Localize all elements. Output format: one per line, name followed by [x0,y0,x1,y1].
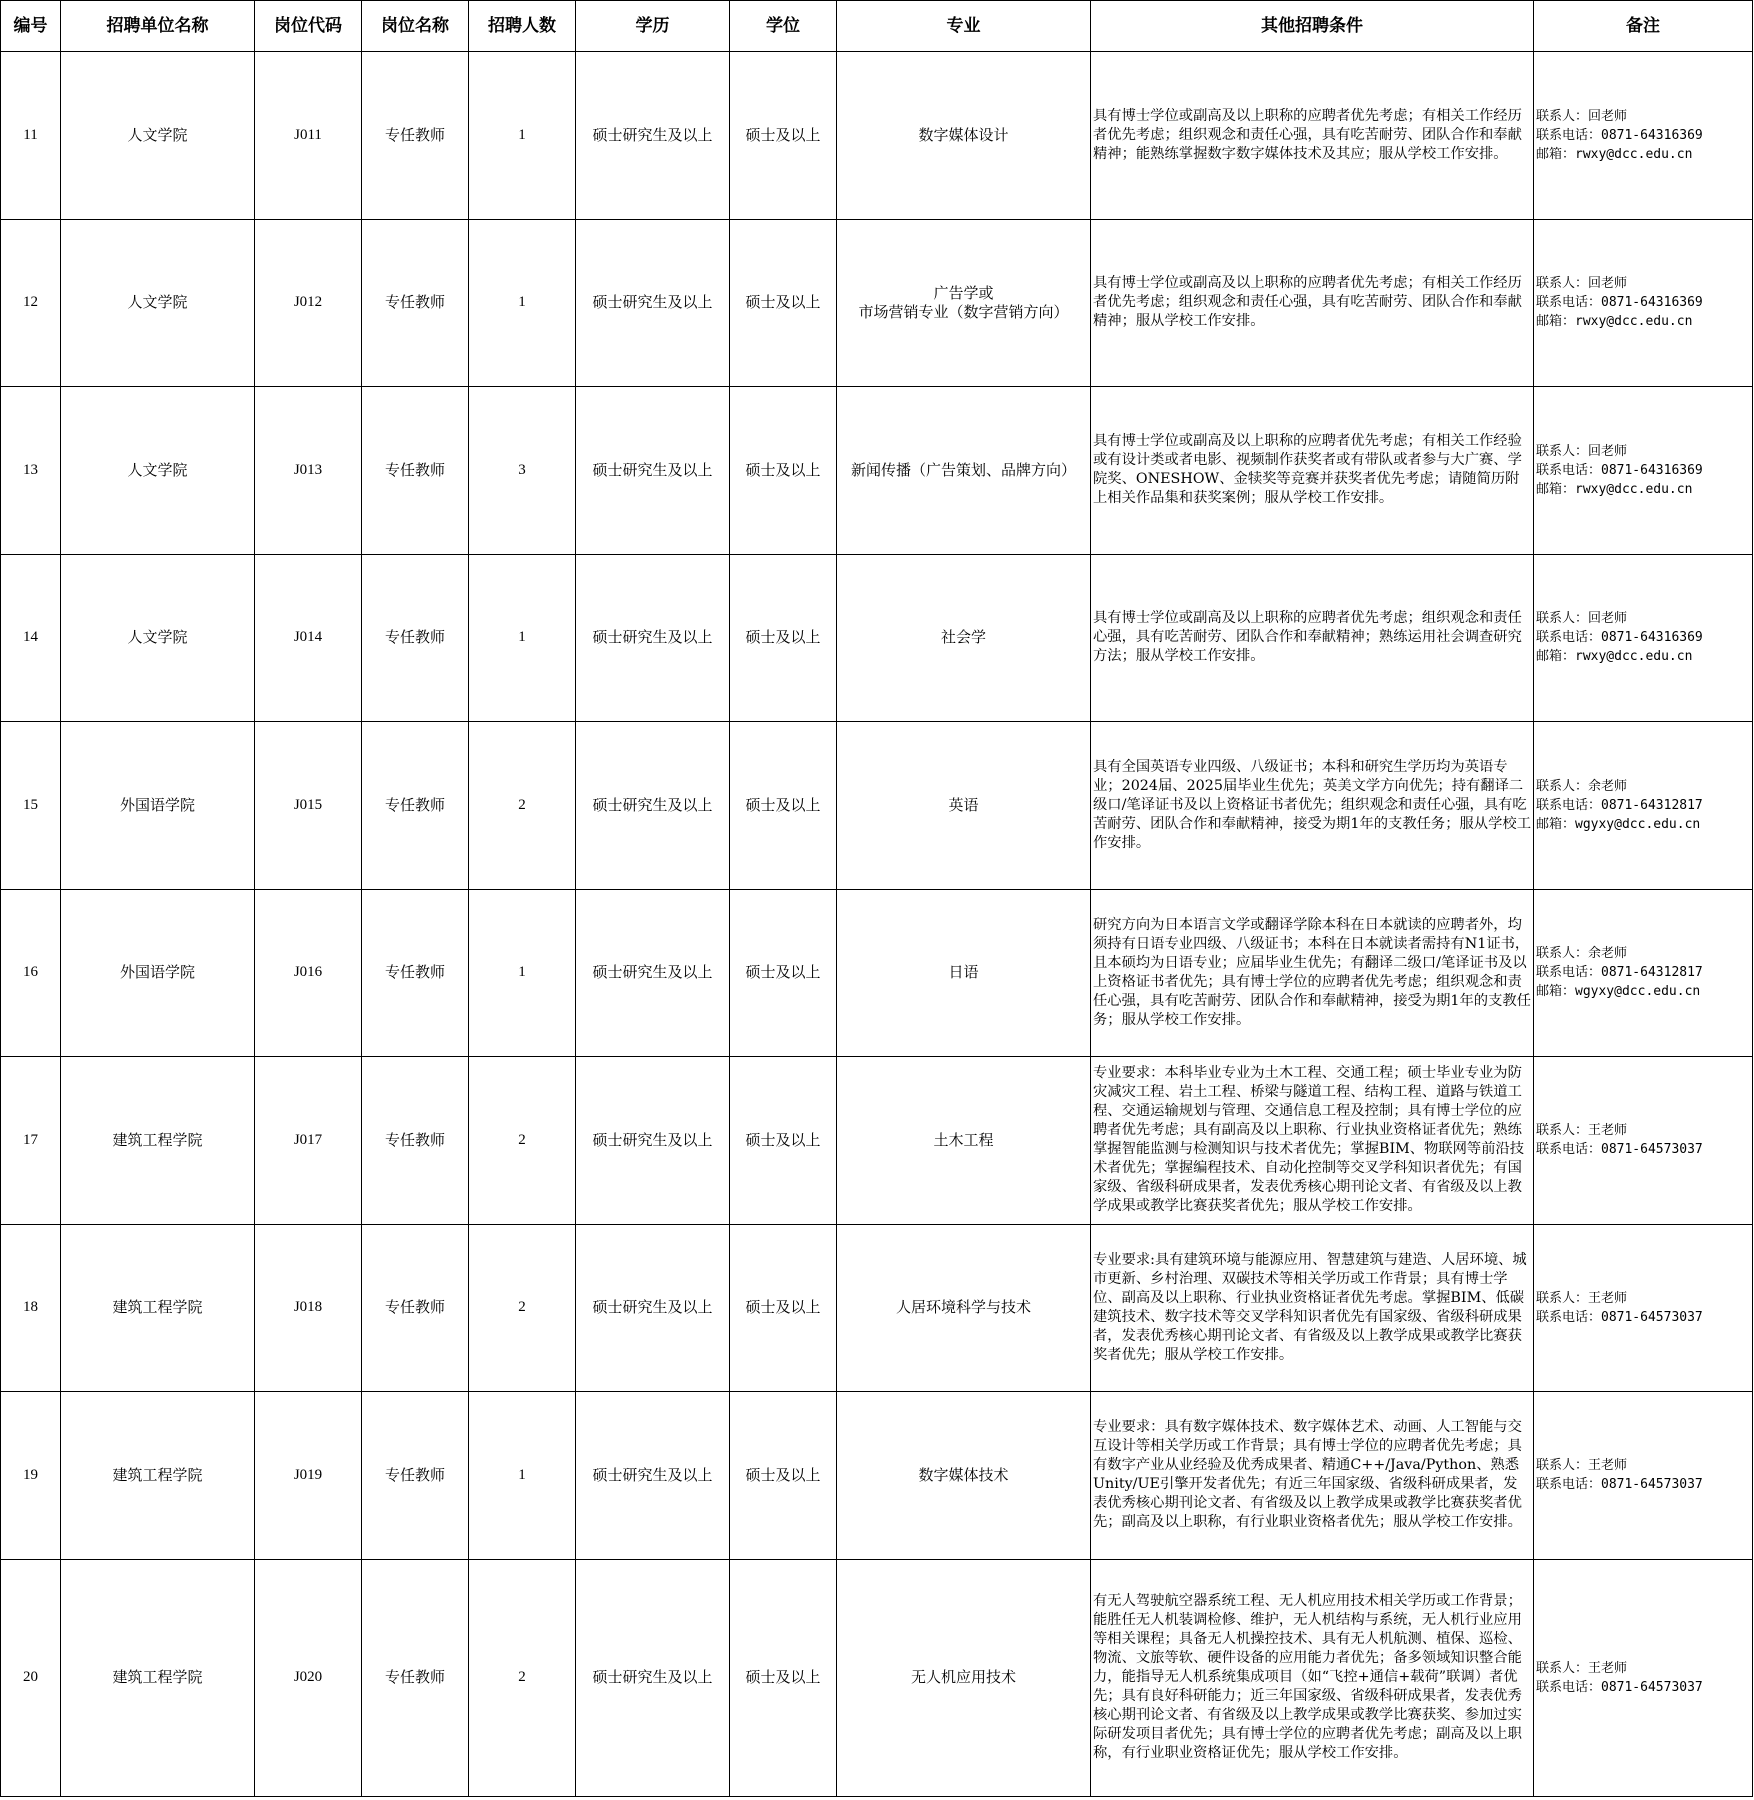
cell-major: 新闻传播（广告策划、品牌方向） [837,387,1091,555]
col-header-unit: 招聘单位名称 [61,1,255,52]
cell-major: 社会学 [837,554,1091,722]
cell-education: 硕士研究生及以上 [576,722,730,890]
cell-notes [1534,1559,1753,1796]
cell-count: 1 [469,219,576,387]
cell-major: 土木工程 [837,1057,1091,1225]
cell-conditions: 具有博士学位或副高及以上职称的应聘者优先考虑；组织观念和责任心强，具有吃苦耐劳、团队合作和奉献精神；熟练运用社会调查研究方法；服从学校工作安排。 [1091,554,1534,722]
cell-degree: 硕士及以上 [730,722,837,890]
cell-notes [1534,52,1753,220]
table-row [1,387,1753,555]
cell-position: 专任教师 [362,722,469,890]
contact-email: 邮箱：wgyxy@dcc.edu.cn [1536,816,1701,832]
col-header-no: 编号 [1,1,61,52]
cell-no: 17 [1,1057,61,1225]
cell-education: 硕士研究生及以上 [576,1057,730,1225]
table-row [1,1559,1753,1796]
cell-conditions: 研究方向为日本语言文学或翻译学除本科在日本就读的应聘者外，均须持有日语专业四级、八级证书；本科在日本就读者需持有N1证书，且本硕均为日语专业；应届毕业生优先；有翻译二级口/笔译证书及以上资格证书者优先；具有博士学位的应聘者优先考虑；组织观念和责任心强，具有吃苦耐劳、团队合作和奉献精神，接受为期1年的支教任务；服从学校工作安排。 [1091,889,1534,1057]
contact-phone: 联系电话：0871-64312817 [1536,965,1703,981]
cell-conditions: 具有博士学位或副高及以上职称的应聘者优先考虑；有相关工作经历者优先考虑；组织观念和责任心强，具有吃苦耐劳、团队合作和奉献精神；服从学校工作安排。 [1091,219,1534,387]
cell-degree: 硕士及以上 [730,1559,837,1796]
cell-notes [1534,1057,1753,1225]
cell-count: 1 [469,554,576,722]
cell-position: 专任教师 [362,1559,469,1796]
cell-code: J017 [255,1057,362,1225]
cell-unit: 建筑工程学院 [61,1224,255,1392]
cell-no: 16 [1,889,61,1057]
cell-major: 数字媒体技术 [837,1392,1091,1560]
contact-person: 联系人：回老师 [1536,108,1628,124]
table-row [1,219,1753,387]
cell-code: J015 [255,722,362,890]
cell-major: 广告学或 市场营销专业（数字营销方向） [837,219,1091,387]
cell-count: 2 [469,1224,576,1392]
col-header-conditions: 其他招聘条件 [1091,1,1534,52]
cell-count: 1 [469,1392,576,1560]
cell-education: 硕士研究生及以上 [576,387,730,555]
contact-person: 联系人：回老师 [1536,611,1628,627]
cell-position: 专任教师 [362,52,469,220]
table-row [1,52,1753,220]
cell-conditions: 具有博士学位或副高及以上职称的应聘者优先考虑；有相关工作经验或有设计类或者电影、视频制作获奖者或有带队或者参与大广赛、学院奖、ONESHOW、金犊奖等竞赛并获奖者优先考虑；请随简历附上相关作品集和获奖案例；服从学校工作安排。 [1091,387,1534,555]
cell-unit: 外国语学院 [61,722,255,890]
cell-conditions: 有无人驾驶航空器系统工程、无人机应用技术相关学历或工作背景；能胜任无人机装调检修、维护，无人机结构与系统，无人机行业应用等相关课程；具备无人机操控技术、具有无人机航测、植保、巡检、物流、文旅等软、硬件设备的应用能力者优先；备多领域知识整合能力，能指导无人机系统集成项目（如“飞控+通信+载荷”联调）者优先；具有良好科研能力；近三年国家级、省级科研成果者，发表优秀核心期刊论文者、有省级及以上教学成果或教学比赛获奖、参加过实际研发项目者优先；具有博士学位的应聘者优先考虑；副高及以上职称，有行业职业资格证优先；服从学校工作安排。 [1091,1559,1534,1796]
cell-code: J012 [255,219,362,387]
cell-degree: 硕士及以上 [730,219,837,387]
contact-person: 联系人：王老师 [1536,1290,1628,1306]
contact-email: 邮箱：wgyxy@dcc.edu.cn [1536,984,1701,1000]
cell-notes [1534,387,1753,555]
cell-degree: 硕士及以上 [730,889,837,1057]
col-header-count: 招聘人数 [469,1,576,52]
cell-no: 20 [1,1559,61,1796]
cell-position: 专任教师 [362,554,469,722]
cell-degree: 硕士及以上 [730,387,837,555]
cell-position: 专任教师 [362,1224,469,1392]
cell-degree: 硕士及以上 [730,1224,837,1392]
cell-code: J018 [255,1224,362,1392]
cell-conditions: 专业要求：本科毕业专业为土木工程、交通工程；硕士毕业专业为防灾减灾工程、岩土工程、桥梁与隧道工程、结构工程、道路与铁道工程、交通运输规划与管理、交通信息工程及控制；具有博士学位的应聘者优先考虑；具有副高及以上职称、行业执业资格证者优先；熟练掌握智能监测与检测知识与技术者优先；掌握BIM、物联网等前沿技术者优先；掌握编程技术、自动化控制等交叉学科知识者优先；有国家级、省级科研成果者，发表优秀核心期刊论文者、有省级及以上教学成果或教学比赛获奖者优先；服从学校工作安排。 [1091,1057,1534,1225]
cell-conditions: 专业要求:具有建筑环境与能源应用、智慧建筑与建造、人居环境、城市更新、乡村治理、双碳技术等相关学历或工作背景；具有博士学位、副高及以上职称、行业执业资格证者优先考虑。掌握BIM、低碳建筑技术、数字技术等交叉学科知识者优先有国家级、省级科研成果者，发表优秀核心期刊论文者、有省级及以上教学成果或教学比赛获奖者优先；服从学校工作安排。 [1091,1224,1534,1392]
cell-unit: 外国语学院 [61,889,255,1057]
contact-person: 联系人：王老师 [1536,1660,1628,1676]
cell-code: J014 [255,554,362,722]
cell-count: 3 [469,387,576,555]
cell-position: 专任教师 [362,387,469,555]
cell-code: J011 [255,52,362,220]
col-header-education: 学历 [576,1,730,52]
cell-education: 硕士研究生及以上 [576,1224,730,1392]
cell-major: 无人机应用技术 [837,1559,1091,1796]
cell-unit: 建筑工程学院 [61,1057,255,1225]
cell-degree: 硕士及以上 [730,554,837,722]
cell-position: 专任教师 [362,1057,469,1225]
contact-email: 邮箱：rwxy@dcc.edu.cn [1536,146,1693,162]
cell-no: 14 [1,554,61,722]
cell-education: 硕士研究生及以上 [576,554,730,722]
cell-no: 18 [1,1224,61,1392]
cell-conditions: 具有博士学位或副高及以上职称的应聘者优先考虑；有相关工作经历者优先考虑；组织观念和责任心强，具有吃苦耐劳、团队合作和奉献精神；能熟练掌握数字数字媒体技术及其应；服从学校工作安排。 [1091,52,1534,220]
cell-notes [1534,1224,1753,1392]
cell-conditions: 具有全国英语专业四级、八级证书；本科和研究生学历均为英语专业；2024届、2025届毕业生优先；英美文学方向优先；持有翻译二级口/笔译证书及以上资格证书者优先；组织观念和责任心强，具有吃苦耐劳、团队合作和奉献精神，接受为期1年的支教任务；服从学校工作安排。 [1091,722,1534,890]
cell-notes [1534,889,1753,1057]
cell-count: 2 [469,1057,576,1225]
cell-code: J013 [255,387,362,555]
cell-education: 硕士研究生及以上 [576,889,730,1057]
contact-person: 联系人：余老师 [1536,946,1628,962]
cell-position: 专任教师 [362,889,469,1057]
contact-person: 联系人：余老师 [1536,778,1628,794]
table-row [1,889,1753,1057]
cell-count: 1 [469,52,576,220]
col-header-code: 岗位代码 [255,1,362,52]
cell-degree: 硕士及以上 [730,52,837,220]
table-row [1,1057,1753,1225]
contact-phone: 联系电话：0871-64316369 [1536,127,1703,143]
contact-phone: 联系电话：0871-64573037 [1536,1477,1703,1493]
table-row [1,1392,1753,1560]
table-row [1,554,1753,722]
contact-phone: 联系电话：0871-64312817 [1536,797,1703,813]
cell-education: 硕士研究生及以上 [576,52,730,220]
cell-notes [1534,1392,1753,1560]
cell-no: 19 [1,1392,61,1560]
cell-notes [1534,722,1753,890]
contact-phone: 联系电话：0871-64316369 [1536,462,1703,478]
cell-unit: 建筑工程学院 [61,1559,255,1796]
cell-count: 2 [469,1559,576,1796]
table-row [1,1224,1753,1392]
contact-person: 联系人：王老师 [1536,1458,1628,1474]
cell-position: 专任教师 [362,1392,469,1560]
cell-major: 人居环境科学与技术 [837,1224,1091,1392]
contact-email: 邮箱：rwxy@dcc.edu.cn [1536,481,1693,497]
contact-phone: 联系电话：0871-64573037 [1536,1679,1703,1695]
contact-email: 邮箱：rwxy@dcc.edu.cn [1536,649,1693,665]
cell-unit: 人文学院 [61,554,255,722]
header-row [1,1,1753,52]
contact-person: 联系人：王老师 [1536,1123,1628,1139]
cell-unit: 人文学院 [61,52,255,220]
cell-unit: 人文学院 [61,387,255,555]
col-header-major: 专业 [837,1,1091,52]
cell-education: 硕士研究生及以上 [576,1392,730,1560]
contact-person: 联系人：回老师 [1536,443,1628,459]
cell-education: 硕士研究生及以上 [576,219,730,387]
cell-no: 15 [1,722,61,890]
col-header-notes: 备注 [1534,1,1753,52]
col-header-degree: 学位 [730,1,837,52]
contact-phone: 联系电话：0871-64316369 [1536,630,1703,646]
table-row [1,722,1753,890]
cell-code: J016 [255,889,362,1057]
cell-unit: 人文学院 [61,219,255,387]
cell-notes [1534,554,1753,722]
cell-count: 2 [469,722,576,890]
cell-major: 英语 [837,722,1091,890]
cell-no: 13 [1,387,61,555]
contact-email: 邮箱：rwxy@dcc.edu.cn [1536,314,1693,330]
cell-no: 11 [1,52,61,220]
cell-notes [1534,219,1753,387]
cell-degree: 硕士及以上 [730,1057,837,1225]
col-header-position: 岗位名称 [362,1,469,52]
cell-count: 1 [469,889,576,1057]
cell-conditions: 专业要求：具有数字媒体技术、数字媒体艺术、动画、人工智能与交互设计等相关学历或工作背景；具有博士学位的应聘者优先考虑；具有数字产业从业经验及优秀成果者、精通C++/Java/Python、熟悉Unity/UE引擎开发者优先；有近三年国家级、省级科研成果者，发表优秀核心期刊论文者、有省级及以上教学成果或教学比赛获奖者优先；副高及以上职称，有行业职业资格者优先；服从学校工作安排。 [1091,1392,1534,1560]
cell-unit: 建筑工程学院 [61,1392,255,1560]
cell-major: 日语 [837,889,1091,1057]
contact-phone: 联系电话：0871-64573037 [1536,1309,1703,1325]
contact-phone: 联系电话：0871-64573037 [1536,1142,1703,1158]
contact-person: 联系人：回老师 [1536,276,1628,292]
contact-phone: 联系电话：0871-64316369 [1536,295,1703,311]
cell-position: 专任教师 [362,219,469,387]
cell-degree: 硕士及以上 [730,1392,837,1560]
cell-code: J020 [255,1559,362,1796]
cell-major: 数字媒体设计 [837,52,1091,220]
cell-education: 硕士研究生及以上 [576,1559,730,1796]
cell-no: 12 [1,219,61,387]
cell-code: J019 [255,1392,362,1560]
